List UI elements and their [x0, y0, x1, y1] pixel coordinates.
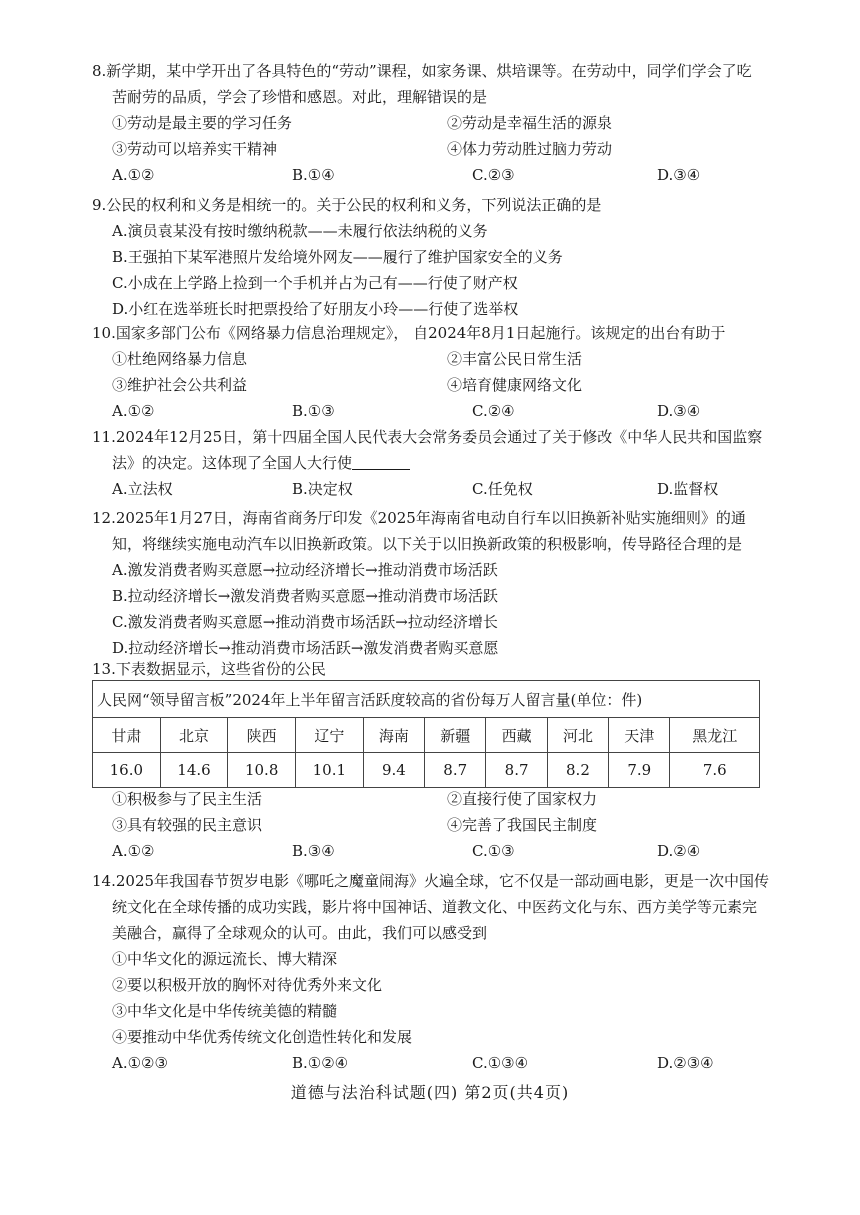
question-13-options: [92, 786, 782, 864]
choice-c: C.②④: [472, 402, 515, 420]
choice-a: A.立法权: [112, 480, 173, 498]
question-stem: 8.新学期，某中学开出了各具特色的“劳动”课程，如家务课、烘培课等。在劳动中，同学们学会了吃: [92, 62, 752, 80]
statement: ③中华文化是中华传统美德的精髓: [112, 1002, 338, 1020]
statement: ①劳动是最主要的学习任务: [112, 114, 293, 132]
choice-row: [92, 162, 782, 188]
question-stem: 苦耐劳的品质，学会了珍惜和感恩。对此，理解错误的是: [112, 88, 488, 106]
statement-row: [92, 786, 782, 812]
choice-d: D.②③④: [657, 1054, 714, 1072]
statement-row: [92, 346, 782, 372]
question-10: [92, 320, 782, 424]
statement: ④培育健康网络文化: [447, 376, 583, 394]
choice-c: C.激发消费者购买意愿→推动消费市场活跃→拉动经济增长: [112, 613, 498, 631]
statement: ①中华文化的源远流长、博大精深: [112, 950, 338, 968]
table-cell: 北京: [160, 718, 228, 753]
table-cell: 10.1: [296, 753, 364, 788]
statement: ③具有较强的民主意识: [112, 816, 263, 834]
choice-row: [92, 1050, 782, 1076]
statement: ④体力劳动胜过脑力劳动: [447, 140, 613, 158]
data-table: [92, 680, 760, 788]
table-cell: 辽宁: [296, 718, 364, 753]
question-stem: 美融合，赢得了全球观众的认可。由此，我们可以感受到: [112, 924, 488, 942]
table-cell: 7.6: [670, 753, 760, 788]
choice-a: A.演员袁某没有按时缴纳税款——未履行依法纳税的义务: [112, 222, 488, 240]
statement: ②要以积极开放的胸怀对待优秀外来文化: [112, 976, 383, 994]
question-13: [92, 656, 782, 682]
statement: ②劳动是幸福生活的源泉: [447, 114, 613, 132]
table-caption-row: [93, 681, 760, 718]
table-cell: 9.4: [363, 753, 424, 788]
choice-d: D.③④: [657, 166, 701, 184]
choice-c: C.小成在上学路上捡到一个手机并占为己有——行使了财产权: [112, 274, 518, 292]
table-row-provinces: [93, 718, 760, 753]
choice-a: A.①②③: [112, 1054, 168, 1072]
question-stem: 12.2025年1月27日，海南省商务厅印发《2025年海南省电动自行车以旧换新补贴实施细则》的通: [92, 509, 746, 527]
question-11: [92, 424, 782, 502]
choice-row: [92, 476, 782, 502]
choice-d: D.②④: [657, 842, 701, 860]
table-cell: 陕西: [228, 718, 296, 753]
table-cell: 天津: [609, 718, 670, 753]
statement: ②直接行使了国家权力: [447, 790, 598, 808]
choice-c: C.①③: [472, 842, 515, 860]
statement: ④完善了我国民主制度: [447, 816, 598, 834]
choice-b: B.①②④: [292, 1054, 349, 1072]
question-stem: 11.2024年12月25日，第十四届全国人民代表大会常务委员会通过了关于修改《中华人民共和国监察: [92, 428, 763, 446]
question-stem: 13.下表数据显示，这些省份的公民: [92, 660, 326, 678]
choice-row: [92, 398, 782, 424]
page-footer: 道德与法治科试题(四) 第2页(共4页): [290, 1083, 570, 1102]
statement-row: [92, 136, 782, 162]
table-cell: 10.8: [228, 753, 296, 788]
question-stem: 法》的决定。这体现了全国人大行使: [112, 454, 353, 472]
statement: ④要推动中华优秀传统文化创造性转化和发展: [112, 1028, 413, 1046]
choice-b: B.③④: [292, 842, 335, 860]
choice-c: C.②③: [472, 166, 515, 184]
table-cell: 8.7: [425, 753, 486, 788]
table-cell: 河北: [547, 718, 608, 753]
table-cell: 海南: [363, 718, 424, 753]
choice-d: D.监督权: [657, 480, 719, 498]
question-stem: 统文化在全球传播的成功实践，影片将中国神话、道教文化、中医药文化与东、西方美学等元素完: [112, 898, 758, 916]
statement-row: [92, 812, 782, 838]
choice-b: B.①④: [292, 166, 335, 184]
choice-a: A.①②: [112, 842, 155, 860]
question-stem: 10.国家多部门公布《网络暴力信息治理规定》， 自2024年8月1日起施行。该规定的出台有助于: [92, 324, 726, 342]
question-stem: 14.2025年我国春节贺岁电影《哪吒之魔童闹海》火遍全球，它不仅是一部动画电影，更是一次中国传: [92, 872, 770, 890]
statement: ③劳动可以培养实干精神: [112, 140, 278, 158]
question-stem: 9.公民的权利和义务是相统一的。关于公民的权利和义务，下列说法正确的是: [92, 196, 602, 214]
question-stem: 知，将继续实施电动汽车以旧换新政策。以下关于以旧换新政策的积极影响，传导路径合理的是: [112, 535, 743, 553]
choice-row: [92, 838, 782, 864]
table-cell: 8.7: [486, 753, 547, 788]
table-cell: 16.0: [93, 753, 161, 788]
question-9: [92, 192, 782, 322]
question-14: [92, 868, 782, 1076]
statement: ①杜绝网络暴力信息: [112, 350, 248, 368]
question-stem-line2: [92, 450, 782, 476]
statement-row: [92, 372, 782, 398]
statement-row: [92, 110, 782, 136]
choice-d: D.拉动经济增长→推动消费市场活跃→激发消费者购买意愿: [112, 639, 499, 657]
choice-d: D.③④: [657, 402, 701, 420]
table-cell: 甘肃: [93, 718, 161, 753]
choice-a: A.①②: [112, 166, 155, 184]
table-cell: 新疆: [425, 718, 486, 753]
table-caption: 人民网“领导留言板”2024年上半年留言活跃度较高的省份每万人留言量(单位：件): [93, 681, 760, 718]
table-cell: 14.6: [160, 753, 228, 788]
choice-b: B.王强拍下某军港照片发给境外网友——履行了维护国家安全的义务: [112, 248, 563, 266]
choice-d: D.小红在选举班长时把票投给了好朋友小玲——行使了选举权: [112, 300, 519, 318]
choice-b: B.①③: [292, 402, 335, 420]
answer-blank: [352, 453, 410, 470]
statement: ②丰富公民日常生活: [447, 350, 583, 368]
table-cell: 7.9: [609, 753, 670, 788]
question-12: [92, 505, 782, 661]
table-row-values: [93, 753, 760, 788]
statement: ①积极参与了民主生活: [112, 790, 263, 808]
table-cell: 西藏: [486, 718, 547, 753]
choice-c: C.任免权: [472, 480, 533, 498]
choice-b: B.拉动经济增长→激发消费者购买意愿→推动消费市场活跃: [112, 587, 498, 605]
table-cell: 8.2: [547, 753, 608, 788]
choice-a: A.激发消费者购买意愿→拉动经济增长→推动消费市场活跃: [112, 561, 498, 579]
statement: ③维护社会公共利益: [112, 376, 248, 394]
question-8: [92, 58, 782, 188]
choice-a: A.①②: [112, 402, 155, 420]
choice-c: C.①③④: [472, 1054, 529, 1072]
choice-b: B.决定权: [292, 480, 353, 498]
table-cell: 黑龙江: [670, 718, 760, 753]
